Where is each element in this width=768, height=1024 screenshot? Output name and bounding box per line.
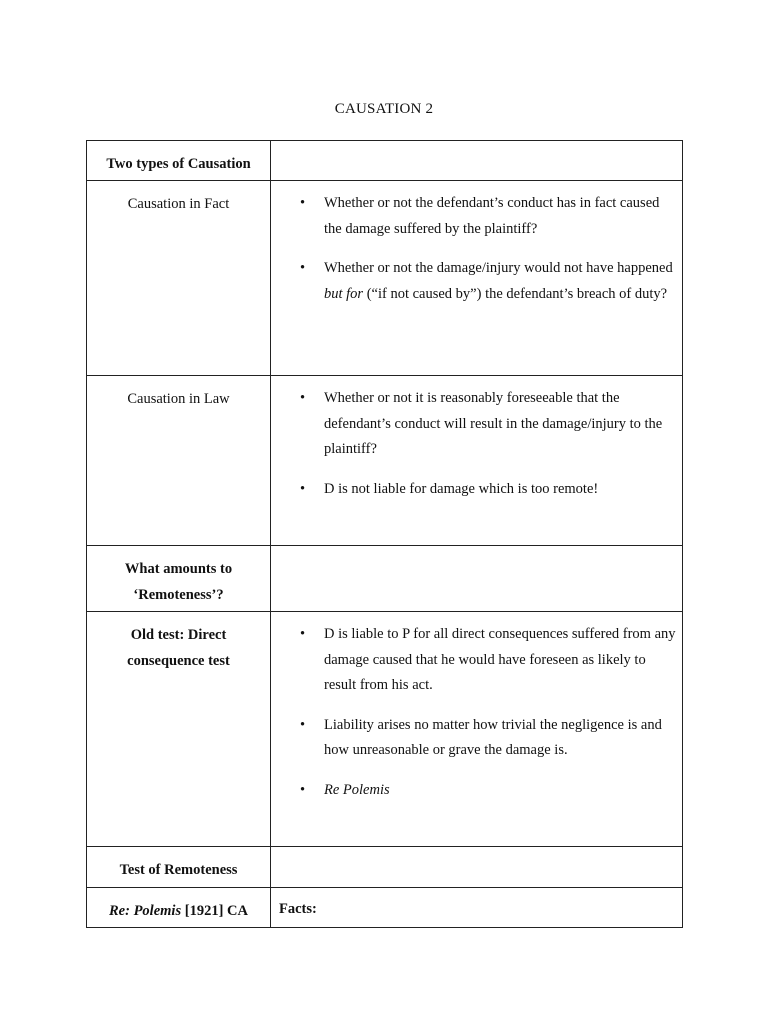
- old-test-label-line1: Old test: Direct: [130, 627, 227, 643]
- remoteness-label-line2: ‘Remoteness’?: [133, 586, 224, 603]
- old-test-bullet-3: Re Polemis: [324, 781, 390, 798]
- cell-law-label: [87, 376, 271, 546]
- fact-bullet-2-pre: Whether or not the damage/injury would not have happened: [324, 260, 673, 276]
- cell-fact-label: [87, 181, 271, 376]
- old-test-bullet-2: Liability arises no matter how trivial the negligence is and how unreasonable or grave the damage is.: [324, 716, 662, 758]
- table-row-law: [87, 376, 683, 546]
- cell-remoteness-label: [87, 546, 271, 612]
- types-label: Two types of Causation: [106, 156, 251, 172]
- law-bullets: [324, 386, 676, 502]
- fact-bullet-1: Whether or not the defendant’s conduct has in fact caused the damage suffered by the plaintiff?: [324, 195, 660, 237]
- old-test-bullets: [324, 622, 676, 803]
- list-item: [324, 386, 676, 463]
- polemis-case-name: Re: Polemis: [109, 903, 182, 919]
- cell-types-empty: [271, 141, 683, 181]
- old-test-label-line2: consequence test: [127, 652, 230, 669]
- table-row-test-remoteness: [87, 847, 683, 888]
- table-row-remoteness: [87, 546, 683, 612]
- list-item: [324, 477, 676, 503]
- law-label: Causation in Law: [127, 391, 230, 407]
- fact-bullet-2-post: (“if not caused by”) the defendant’s breach of duty?: [363, 285, 668, 302]
- document-title: CAUSATION 2: [334, 101, 434, 117]
- list-item: [324, 622, 676, 699]
- cell-law-content: [271, 376, 683, 546]
- list-item: [324, 713, 676, 764]
- fact-bullets: [324, 191, 676, 307]
- list-item: [324, 191, 676, 242]
- test-remoteness-label: Test of Remoteness: [119, 862, 238, 878]
- cell-test-remoteness-label: [87, 847, 271, 888]
- fact-label: Causation in Fact: [127, 196, 230, 212]
- cell-old-test-label: [87, 612, 271, 847]
- polemis-facts-label: Facts:: [279, 901, 317, 917]
- cell-polemis-facts: [271, 888, 683, 928]
- cell-old-test-content: [271, 612, 683, 847]
- cell-fact-content: [271, 181, 683, 376]
- cell-polemis-label: [87, 888, 271, 928]
- list-item: [324, 256, 676, 307]
- cell-types-label: [87, 141, 271, 181]
- law-bullet-1: Whether or not it is reasonably foreseeable that the defendant’s conduct will result in the damage/injury to the plaintiff?: [324, 390, 663, 457]
- causation-table: [86, 140, 683, 928]
- old-test-bullet-1: D is liable to P for all direct consequences suffered from any damage caused that he would have foreseen as likely to result from his act.: [324, 626, 676, 693]
- cell-remoteness-empty: [271, 546, 683, 612]
- list-item: [324, 778, 676, 804]
- table-row-old-test: [87, 612, 683, 847]
- table-row-fact: [87, 181, 683, 376]
- cell-test-remoteness-empty: [271, 847, 683, 888]
- fact-bullet-2-italic: but for: [324, 285, 364, 302]
- polemis-case-cite: [1921] CA: [181, 903, 248, 919]
- remoteness-label-line1: What amounts to: [124, 561, 233, 577]
- table-row-polemis: [87, 888, 683, 928]
- law-bullet-2: D is not liable for damage which is too remote!: [324, 480, 599, 497]
- table-row-types: [87, 141, 683, 181]
